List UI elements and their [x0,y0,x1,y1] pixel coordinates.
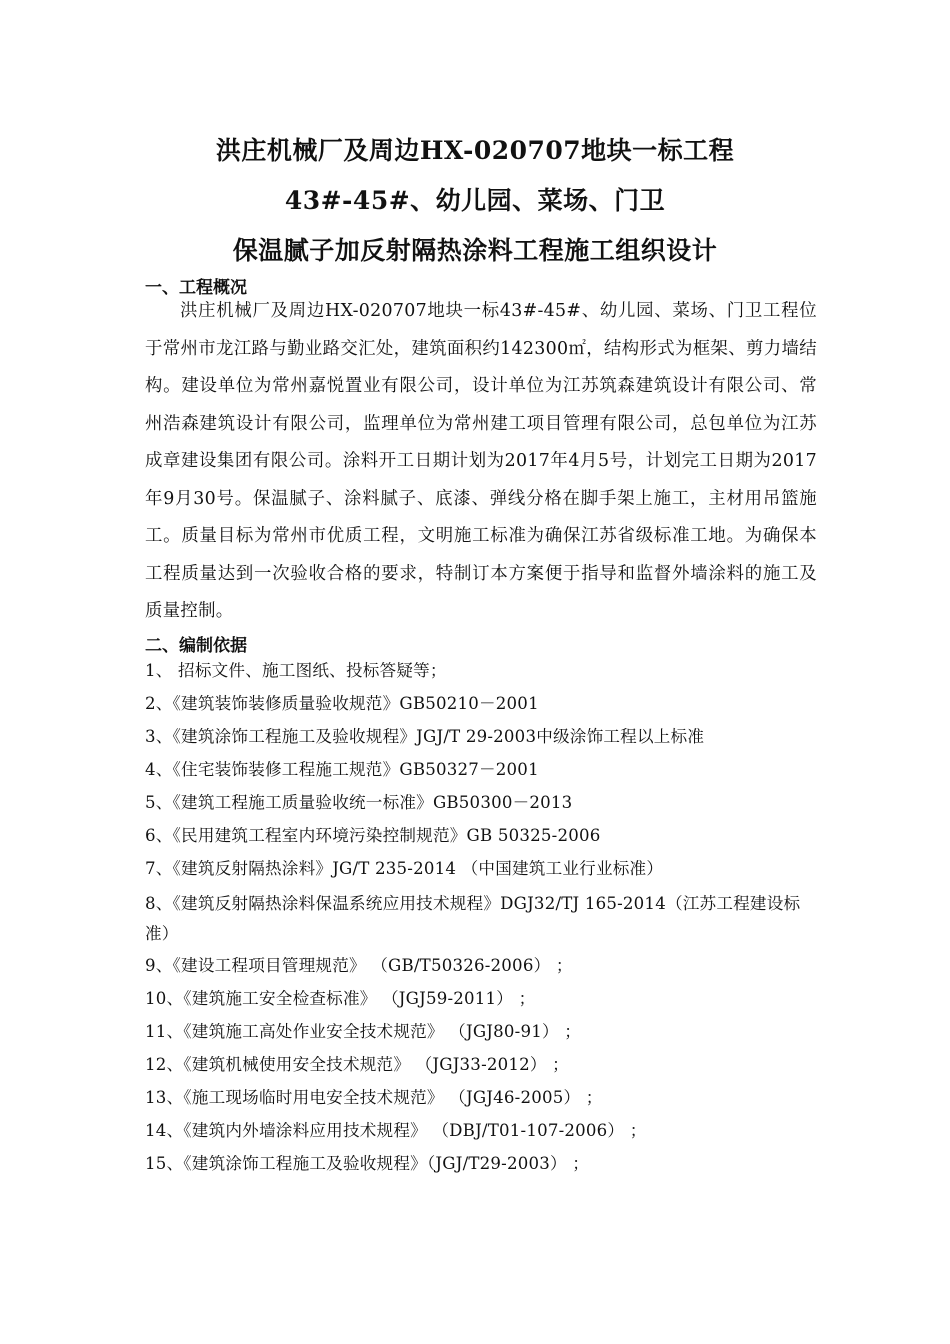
reference-item: 7、《建筑反射隔热涂料》JG/T 235-2014 （中国建筑工业行业标准） [145,859,664,878]
reference-item: 13、《施工现场临时用电安全技术规范》 （JGJ46-2005） ； [145,1088,603,1107]
reference-item: 2、《建筑装饰装修质量验收规范》GB50210－2001 [145,694,539,713]
reference-item: 12、《建筑机械使用安全技术规范》 （JGJ33-2012） ； [145,1055,569,1074]
reference-item: 3、《建筑涂饰工程施工及验收规程》JGJ/T 29-2003中级涂饰工程以上标准 [145,727,705,746]
document-title-line-1: 洪庄机械厂及周边HX-020707地块一标工程 [215,136,735,165]
reference-item: 1、 招标文件、施工图纸、投标答疑等； [145,661,447,680]
reference-item: 8、《建筑反射隔热涂料保温系统应用技术规程》DGJ32/TJ 165-2014（江苏工程建设标准） [145,894,801,943]
overview-paragraph: 洪庄机械厂及周边HX-020707地块一标43#-45#、幼儿园、菜场、门卫工程位于常州市龙江路与勤业路交汇处，建筑面积约142300㎡，结构形式为框架、剪力墙结构。建设单位为常州嘉悦置业有限公司，设计单位为江苏筑森建筑设计有限公司、常州浩森建筑设计有限公司，监理单位为常州建工项目管理有限公司，总包单位为江苏成章建设集团有限公司。涂料开工日期计划为2017年4月5号，计划完工日期为2017年9月30号。保温腻子、涂料腻子、底漆、弹线分格在脚手架上施工，主材用吊篮施工。质量目标为常州市优质工程，文明施工标准为确保江苏省级标准工地。为确保本工程质量达到一次验收合格的要求，特制订本方案便于指导和监督外墙涂料的施工及质量控制。 [145,301,817,621]
section-heading-basis: 二、编制依据 [145,636,247,656]
reference-list [145,658,817,1184]
reference-item: 11、《建筑施工高处作业安全技术规范》 （JGJ80-91） ； [145,1022,582,1041]
reference-item: 9、《建设工程项目管理规范》 （GB/T50326-2006） ； [145,956,573,975]
section-heading-overview: 一、工程概况 [145,278,247,298]
reference-item: 14、《建筑内外墙涂料应用技术规程》 （DBJ/T01-107-2006） ； [145,1121,647,1140]
reference-item: 10、《建筑施工安全检查标准》 （JGJ59-2011） ； [145,989,536,1008]
reference-item: 5、《建筑工程施工质量验收统一标准》GB50300－2013 [145,793,573,812]
document-title-line-3: 保温腻子加反射隔热涂料工程施工组织设计 [232,236,718,265]
reference-item: 4、《住宅装饰装修工程施工规范》GB50327－2001 [145,760,539,779]
document-title-line-2: 43#-45#、幼儿园、菜场、门卫 [284,186,666,215]
reference-item: 6、《民用建筑工程室内环境污染控制规范》GB 50325-2006 [145,826,601,845]
reference-item: 15、《建筑涂饰工程施工及验收规程》（JGJ/T29-2003） ； [145,1154,590,1173]
